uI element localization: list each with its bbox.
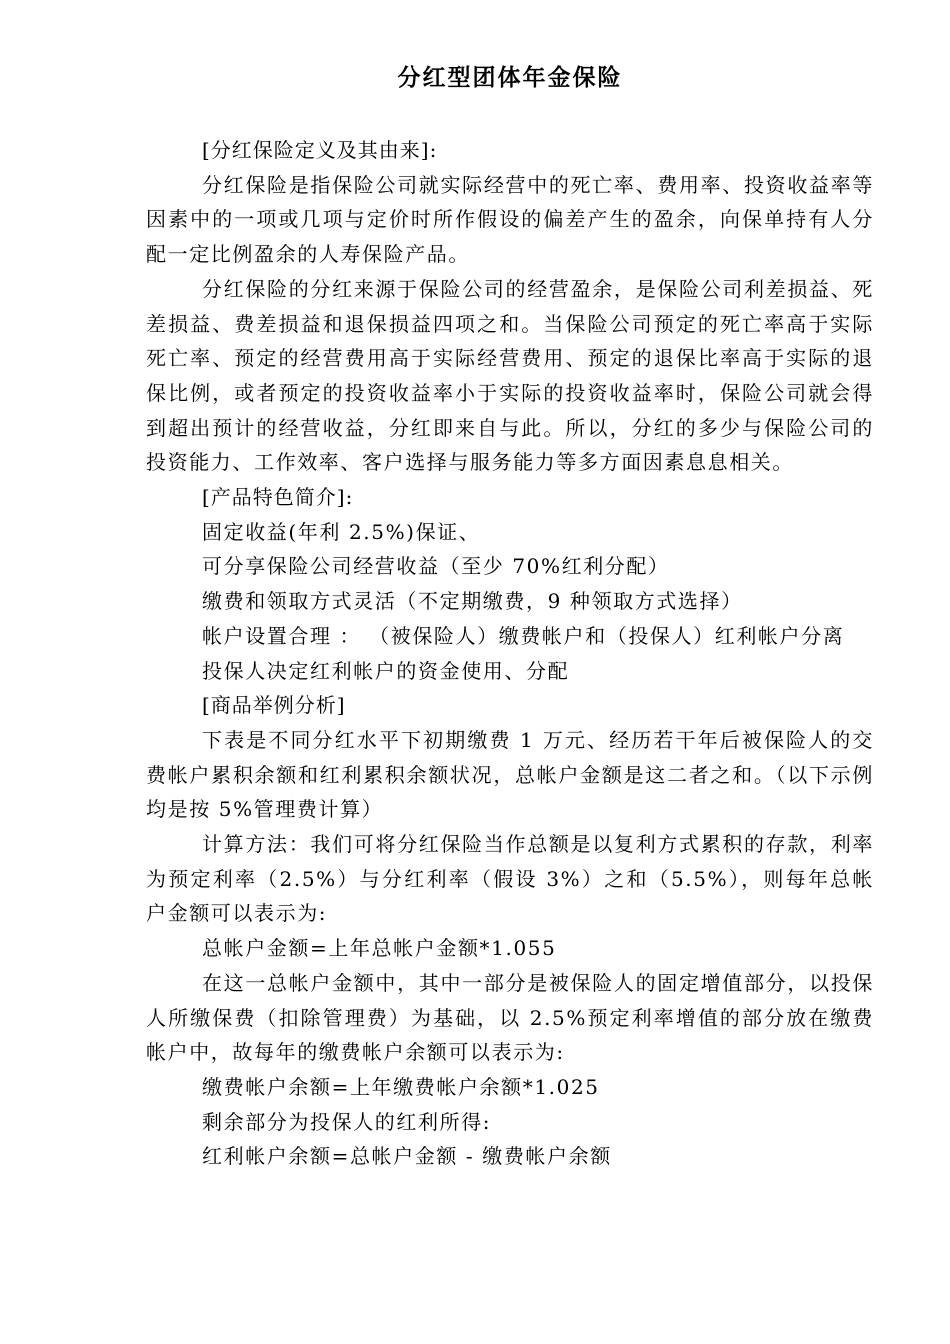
feature-item-fixed-return: 固定收益(年利 2.5%)保证、 (202, 519, 481, 544)
formula-total-account: 总帐户金额=上年总帐户金额*1.055 (202, 936, 557, 961)
feature-item-profit-share: 可分享保险公司经营收益（至少 70%红利分配） (202, 554, 670, 579)
paragraph-remaining: 剩余部分为投保人的红利所得: (202, 1109, 492, 1134)
paragraph-definition: 分红保险是指保险公司就实际经营中的死亡率、费用率、投资收益率等因素中的一项或几项与定价时所作假设的偏差产生的盈余，向保单持有人分配一定比例盈余的人寿保险产品。 (146, 172, 874, 267)
feature-item-account-setup: 帐户设置合理 ： （被保险人）缴费帐户和（投保人）红利帐户分离 (202, 623, 845, 648)
formula-dividend-account: 红利帐户余额=总帐户金额 - 缴费帐户余额 (202, 1144, 612, 1169)
feature-item-dividend-control: 投保人决定红利帐户的资金使用、分配 (202, 658, 570, 683)
section-heading-features: [产品特色简介]: (202, 485, 354, 510)
paragraph-origin: 分红保险的分红来源于保险公司的经营盈余，是保险公司利差损益、死差损益、费差损益和退保损益四项之和。当保险公司预定的死亡率高于实际死亡率、预定的经营费用高于实际经营费用、预定的退保比率高于实际的退保比例，或者预定的投资收益率小于实际的投资收益率时，保险公司就会得到超出预计的经营收益，分红即来自与此。所以，分红的多少与保险公司的投资能力、工作效率、客户选择与服务能力等多方面因素息息相关。 (146, 276, 874, 475)
formula-payment-account: 缴费帐户余额=上年缴费帐户余额*1.025 (202, 1074, 600, 1099)
paragraph-table-intro: 下表是不同分红水平下初期缴费 1 万元、经历若干年后被保险人的交费帐户累积余额和红利累积余额状况，总帐户金额是这二者之和。（以下示例均是按 5%管理费计算） (146, 727, 874, 822)
document-body (146, 133, 874, 1174)
feature-item-flexible-payment: 缴费和领取方式灵活（不定期缴费，9 种领取方式选择） (202, 589, 743, 614)
paragraph-fixed-part: 在这一总帐户金额中，其中一部分是被保险人的固定增值部分，以投保人所缴保费（扣除管理费）为基础，以 2.5%预定利率增值的部分放在缴费帐户中，故每年的缴费帐户余额可以表示为: (146, 970, 874, 1065)
paragraph-calc-method: 计算方法：我们可将分红保险当作总额是以复利方式累积的存款，利率为预定利率（2.5%）与分红利率（假设 3%）之和（5.5%），则每年总帐户金额可以表示为: (146, 832, 874, 926)
document-title: 分红型团体年金保险 (397, 65, 623, 91)
section-heading-definition: [分红保险定义及其由来]: (202, 138, 438, 162)
section-heading-example: [商品举例分析] (202, 693, 346, 718)
